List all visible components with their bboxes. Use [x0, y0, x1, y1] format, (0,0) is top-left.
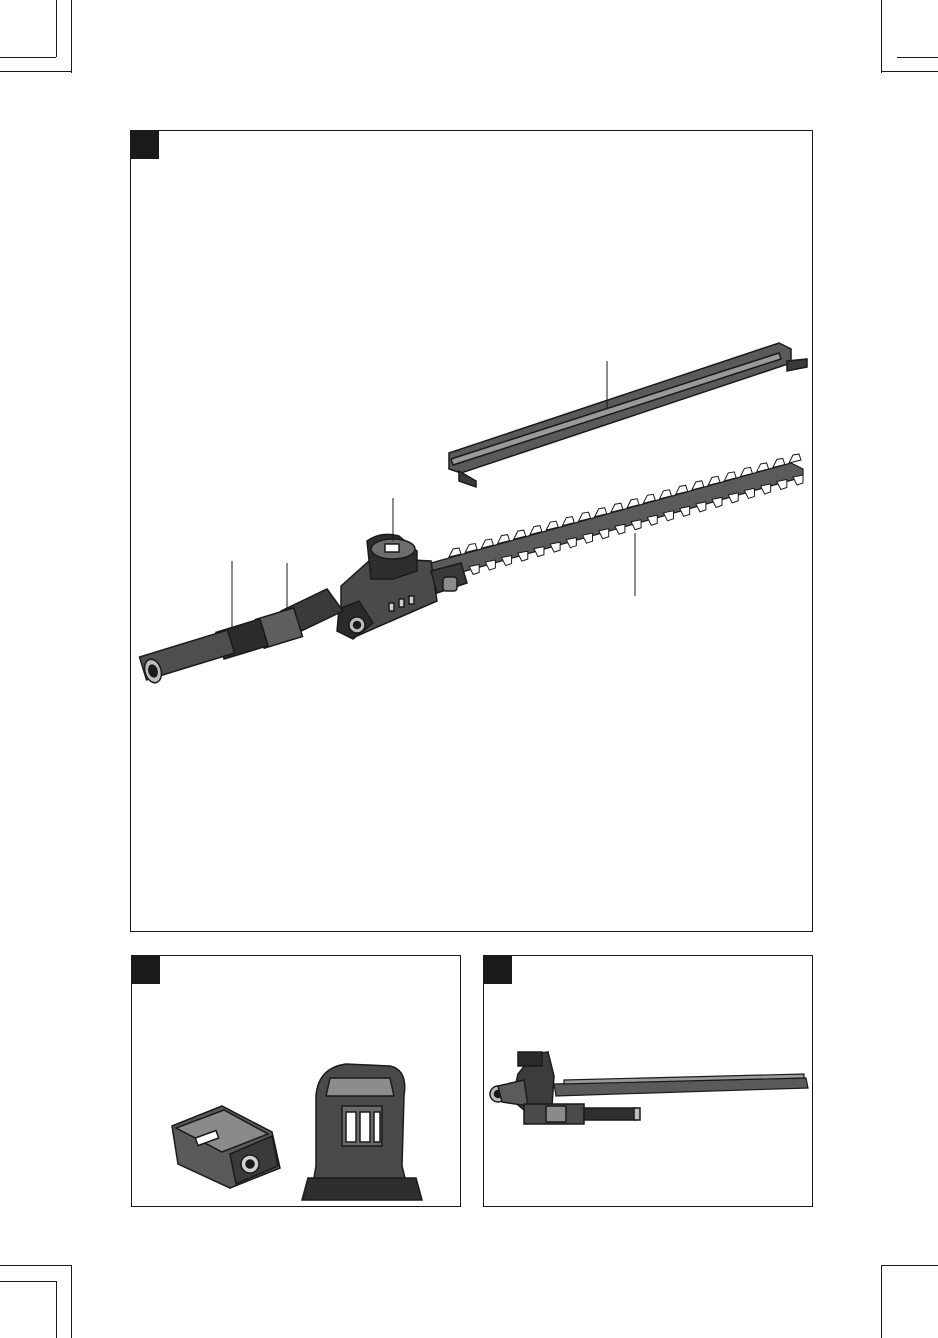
crop-mark-br-v: [881, 1265, 882, 1338]
blade-cover: [449, 343, 807, 487]
side-view-illustration: [484, 956, 814, 1208]
blade-tooth-lower: [502, 556, 512, 566]
crop-mark-br-h: [881, 1265, 938, 1266]
crop-mark-tl-v: [71, 0, 72, 73]
blade-tooth-lower: [680, 506, 690, 516]
blade-tooth-lower: [550, 542, 560, 552]
blade-tooth-lower: [583, 533, 593, 543]
hedge-trimmer-illustration: [131, 131, 814, 933]
blade-tooth-lower: [566, 538, 576, 548]
battery-charger-illustration: [132, 956, 462, 1208]
crop-mark-bl-v2: [56, 1281, 57, 1338]
crop-mark-tl-h2: [0, 71, 72, 72]
side-view-motor: [490, 1052, 554, 1110]
crop-mark-bl-v: [71, 1265, 72, 1338]
blade-tooth-lower: [744, 488, 754, 498]
crop-mark-tr-v: [881, 0, 882, 73]
shaft-and-coupler: [140, 589, 343, 685]
charger-unit: [302, 1064, 422, 1200]
blade-tooth-lower: [777, 479, 787, 489]
blade-tooth-lower: [696, 502, 706, 512]
crop-mark-tr-h: [881, 71, 938, 72]
figure-side-view-panel: [483, 955, 813, 1207]
blade-tooth-lower: [485, 560, 495, 570]
blade-tooth-lower: [728, 493, 738, 503]
blade-tooth-upper: [789, 454, 801, 463]
blade-tooth-lower: [761, 484, 771, 494]
blade-tooth-lower: [712, 497, 722, 507]
blade-tooth-lower: [518, 551, 528, 561]
blade-tooth-lower: [663, 511, 673, 521]
battery-pack: [172, 1106, 280, 1188]
crop-mark-tr-h2: [897, 57, 938, 58]
side-view-blade: [554, 1074, 808, 1096]
crop-mark-bl-h: [0, 1265, 72, 1266]
blade-tooth-lower: [793, 475, 803, 485]
figure-main-panel: [130, 130, 813, 932]
blade-tooth-lower: [615, 524, 625, 534]
blade-tooth-lower: [469, 565, 479, 575]
gear-housing: [337, 534, 467, 639]
side-view-shaft: [524, 1104, 640, 1124]
cutting-blade: [427, 454, 803, 579]
blade-tooth-lower: [631, 520, 641, 530]
crop-mark-tl-h: [0, 57, 56, 58]
crop-mark-bl-h2: [0, 1281, 56, 1282]
blade-tooth-lower: [647, 515, 657, 525]
crop-mark-tl-v2: [56, 0, 57, 57]
figure-battery-charger-panel: [131, 955, 461, 1207]
blade-tooth-lower: [599, 529, 609, 539]
blade-tooth-lower: [534, 547, 544, 557]
